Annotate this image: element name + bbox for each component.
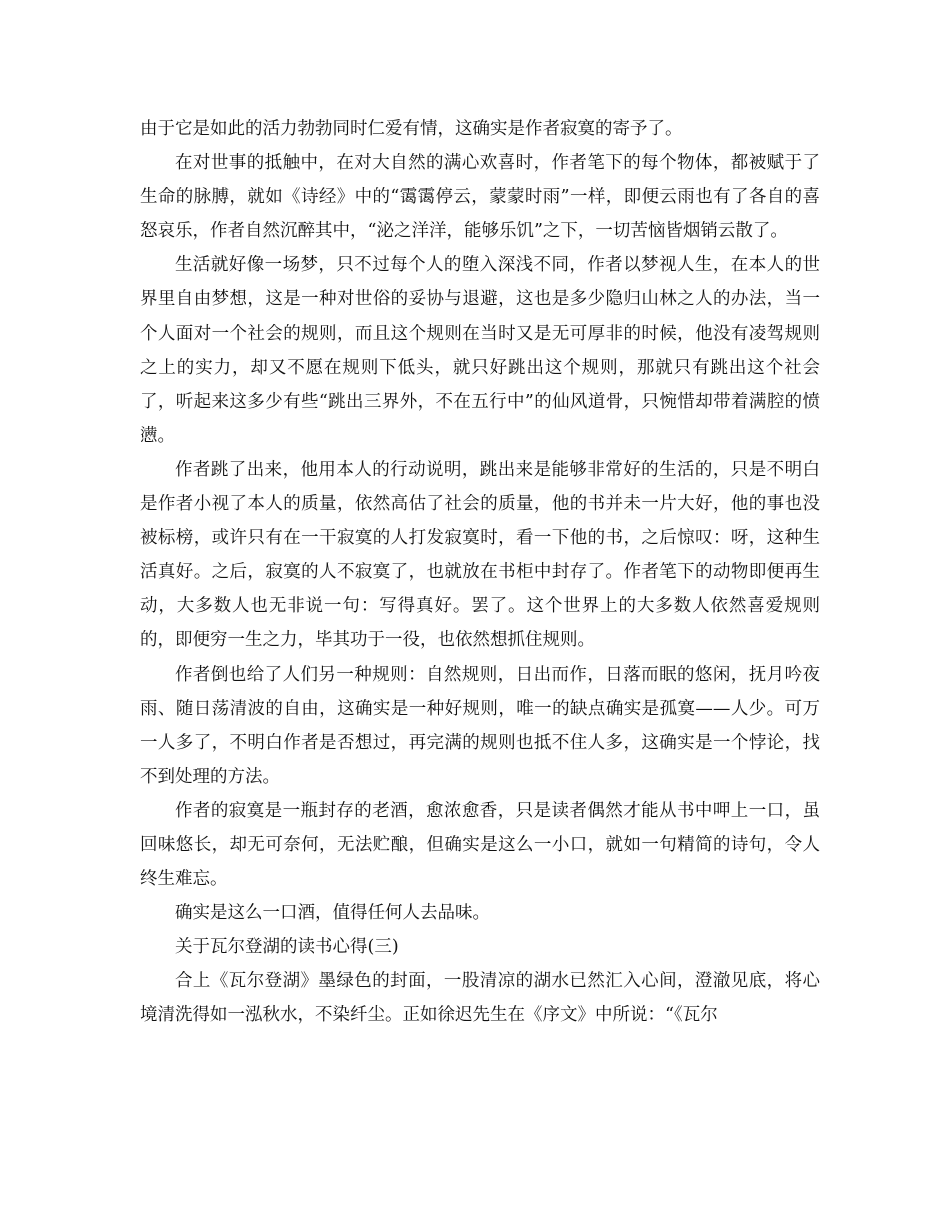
paragraph-7: 确实是这么一口酒，值得任何人去品味。 [175, 903, 490, 924]
section-heading: 关于瓦尔登湖的读书心得(三) [175, 937, 399, 958]
paragraph-6: 作者的寂寞是一瓶封存的老酒，愈浓愈香，只是读者偶然才能从书中呷上一口，虽回味悠长，却无可奈何，无法贮酿，但确实是这么一小口，就如一句精简的诗句，令人终生难忘。 [140, 800, 820, 890]
paragraph-5: 作者倒也给了人们另一种规则：自然规则，日出而作，日落而眠的悠闲，抚月吟夜雨、随日荡清波的自由，这确实是一种好规则，唯一的缺点确实是孤寞——人少。可万一人多了，不明白作者是否想过，再完满的规则也抵不住人多，这确实是一个悖论，找不到处理的方法。 [140, 664, 820, 787]
document-page [140, 112, 820, 1033]
paragraph-2: 在对世事的抵触中，在对大自然的满心欢喜时，作者笔下的每个物体，都被赋于了生命的脉膊，就如《诗经》中的“霭霭停云，蒙蒙时雨”一样，即便云雨也有了各自的喜怒哀乐，作者自然沉醉其中，“泌之洋洋，能够乐饥”之下，一切苦恼皆烟销云散了。 [140, 153, 820, 242]
paragraph-8: 合上《瓦尔登湖》墨绿色的封面，一股清凉的湖水已然汇入心间，澄澈见底，将心境清洗得如一泓秋水，不染纤尘。正如徐迟先生在《序文》中所说：“《瓦尔 [140, 971, 820, 1026]
paragraph-1: 由于它是如此的活力勃勃同时仁爱有情，这确实是作者寂寞的寄予了。 [140, 119, 683, 139]
paragraph-3: 生活就好像一场梦，只不过每个人的堕入深浅不同，作者以梦视人生，在本人的世界里自由梦想，这是一种对世俗的妥协与退避，这也是多少隐归山林之人的办法，当一个人面对一个社会的规则，而且这个规则在当时又是无可厚非的时候，他没有凌驾规则之上的实力，却又不愿在规则下低头，就只好跳出这个规则，那就只有跳出这个社会了，听起来这多少有些“跳出三界外，不在五行中”的仙风道骨，只惋惜却带着满腔的愤懑。 [140, 255, 820, 446]
paragraph-4: 作者跳了出来，他用本人的行动说明，跳出来是能够非常好的生活的，只是不明白是作者小视了本人的质量，依然高估了社会的质量，他的书并未一片大好，他的事也没被标榜，或许只有在一干寂寞的人打发寂寞时，看一下他的书，之后惊叹：呀，这种生活真好。之后，寂寞的人不寂寞了，也就放在书柜中封存了。作者笔下的动物即便再生动，大多数人也无非说一句：写得真好。罢了。这个世界上的大多数人依然喜爱规则的，即便穷一生之力，毕其功于一役，也依然想抓住规则。 [140, 459, 820, 651]
